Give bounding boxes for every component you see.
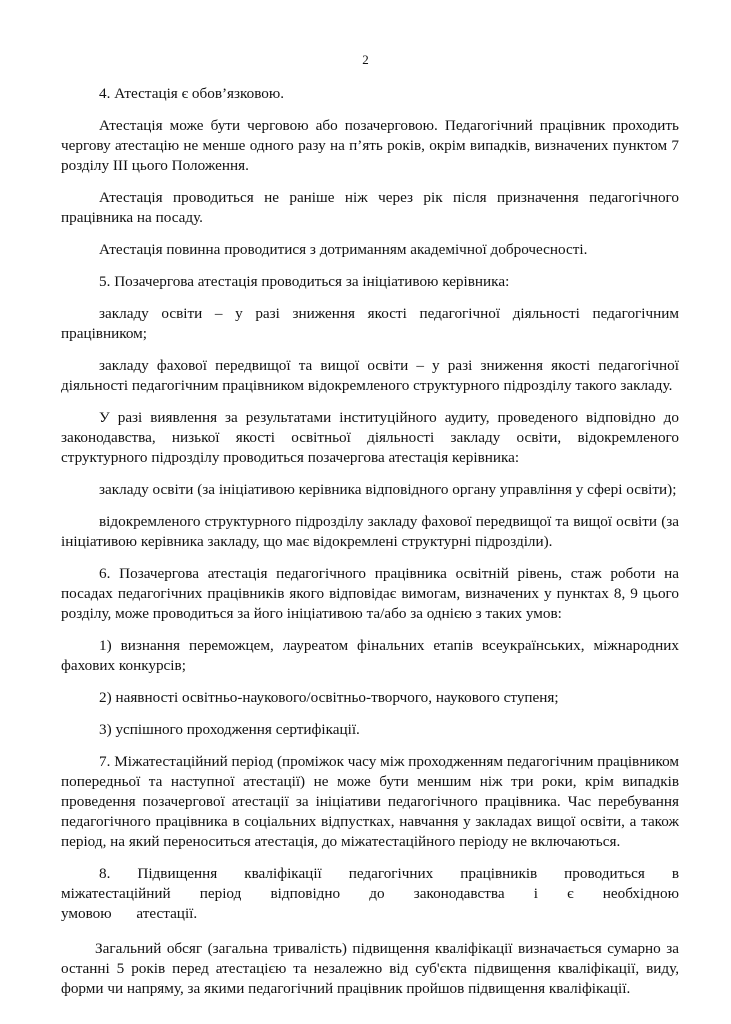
paragraph-academic-integrity: Атестація повинна проводитися з дотриманням академічної доброчесності. [99,241,588,258]
paragraph-audit-education-institution: закладу освіти (за ініціативою керівника відповідного органу управління у сфері освіти); [99,481,677,498]
paragraph-education-institution: закладу освіти – у разі зниження якості педагогічної діяльності педагогічним працівником; [61,305,679,342]
paragraph-attestation-timing: Атестація проводиться не раніше ніж через рік після призначення педагогічного працівника на посаду. [61,189,679,226]
list-item-condition-3: 3) успішного проходження сертифікації. [99,721,360,738]
paragraph-institutional-audit: У разі виявлення за результатами інституційного аудиту, проведеного відповідно до законодавства, низької якості освітньої діяльності закладу освіти, відокремленого структурного підрозділу проводиться позачергова атестація керівника: [61,409,679,466]
paragraph-item-5: 5. Позачергова атестація проводиться за ініціативою керівника: [99,273,510,290]
document-body [61,84,679,1011]
list-item-condition-1: 1) визнання переможцем, лауреатом фінальних етапів всеукраїнських, міжнародних фахових конкурсів; [61,637,679,674]
paragraph-audit-separate-unit: відокремленого структурного підрозділу закладу фахової передвищої та вищої освіти (за ініціативою керівника закладу, що має відокремлені структурні підрозділи). [61,513,679,550]
paragraph-total-volume: Загальний обсяг (загальна тривалість) підвищення кваліфікації визначається сумарно за останні 5 років перед атестацією та незалежно від суб'єкта підвищення кваліфікації, виду, форми чи напряму, за якими педагогічний працівник пройшов підвищення кваліфікації. [61,940,679,997]
paragraph-item-8: 8. Підвищення кваліфікації педагогічних працівників проводиться в міжатестаційний період відповідно до законодавства і є необхідною умовою атестації. [61,865,679,922]
paragraph-item-4: 4. Атестація є обов’язковою. [99,85,285,102]
page-number: 2 [362,52,369,67]
paragraph-item-7: 7. Міжатестаційний період (проміжок часу між проходженням педагогічним працівником попередньої та наступної атестації) не може бути меншим ніж три роки, крім випадків проведення позачергової атестації за ініціативи педагогічного працівника. Час перебування педагогічного працівника в соціальних відпустках, навчання у закладах вищої освіти, а також період, на який переноситься атестація, до міжатестаційного періоду не включаються. [61,753,679,850]
paragraph-attestation-types: Атестація може бути черговою або позачерговою. Педагогічний працівник проходить чергову атестацію не менше одного разу на п’ять років, окрім випадків, визначених пунктом 7 розділу III цього Положення. [61,117,679,174]
list-item-condition-2: 2) наявності освітньо-наукового/освітньо-творчого, наукового ступеня; [99,689,559,706]
paragraph-item-6: 6. Позачергова атестація педагогічного працівника освітній рівень, стаж роботи на посадах педагогічних працівників якого відповідає вимогам, визначених у пунктах 8, 9 цього розділу, може проводиться за його ініціативою та/або за однією з таких умов: [61,565,679,622]
paragraph-higher-education-institution: закладу фахової передвищої та вищої освіти – у разі зниження якості педагогічної діяльності педагогічним працівником відокремленого структурного підрозділу такого закладу. [61,357,679,394]
